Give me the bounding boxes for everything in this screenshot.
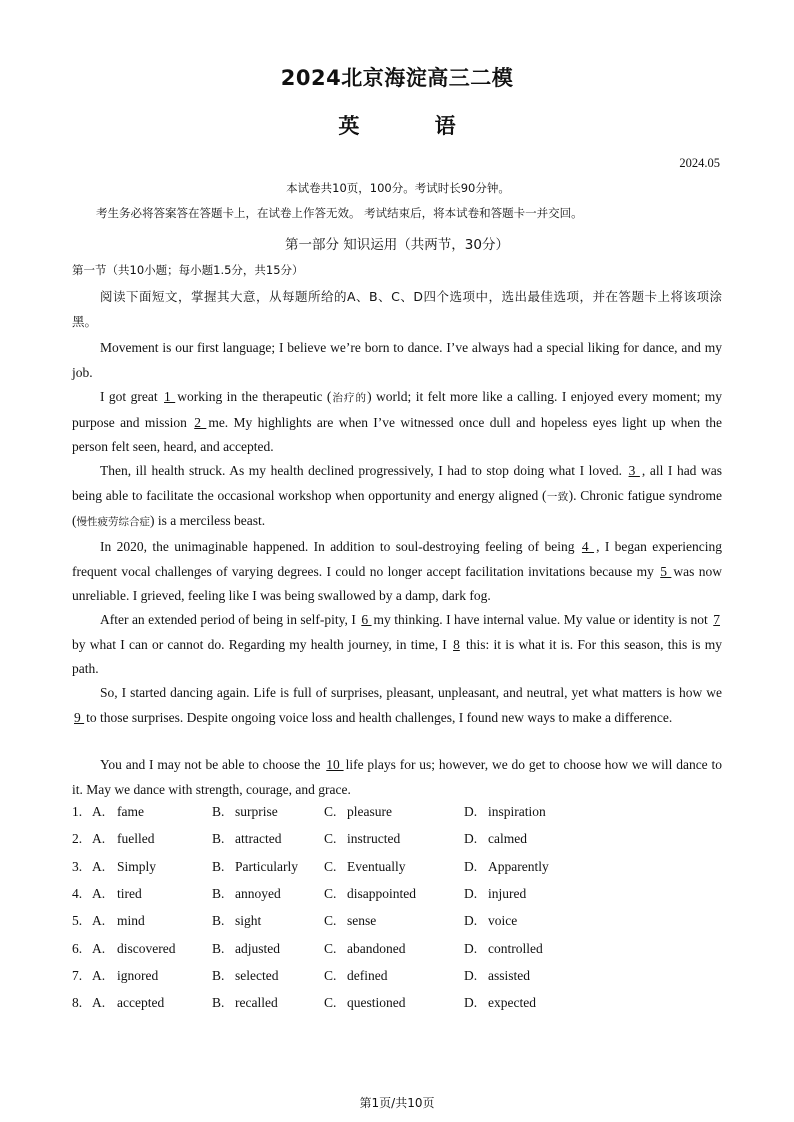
option-text-c: questioned xyxy=(347,995,406,1011)
option-letter-b: B. xyxy=(212,995,225,1011)
question-number: 7. xyxy=(72,967,83,983)
blank-1: 1 xyxy=(164,389,176,404)
question-row xyxy=(72,804,722,826)
p5-text-c: by what I can or cannot do. Regarding my health journey, in time, I xyxy=(72,636,452,652)
paragraph-6 xyxy=(72,681,722,730)
annotation-aligned: 一致 xyxy=(546,490,569,503)
option-text-a: fame xyxy=(117,804,144,819)
option-text-b: surprise xyxy=(235,804,278,819)
option-text-d: controlled xyxy=(488,940,543,956)
option-letter-c: C. xyxy=(324,858,337,874)
instruction-line-1: 本试卷共10页，100分。考试时长90分钟。 xyxy=(286,181,510,195)
p5-text-d: this: it is what it is. For this season, this is my path. xyxy=(72,636,722,676)
option-text-c: pleasure xyxy=(347,804,392,819)
p6-text-a: So, I started dancing again. Life is full of surprises, pleasant, unpleasant, and neutral, yet what matters is how we xyxy=(100,685,722,700)
section-one-heading: 第一节（共10小题；每小题1.5分，共15分） xyxy=(72,263,304,277)
option-text-c: abandoned xyxy=(347,940,406,956)
option-text-a: mind xyxy=(117,913,145,929)
blank-8: 8 xyxy=(453,636,460,652)
p3-text-a: Then, ill health struck. As my health declined progressively, I had to stop doing what I loved. xyxy=(100,463,627,478)
option-text-b: selected xyxy=(235,967,279,983)
option-letter-d: D. xyxy=(464,995,478,1011)
option-text-a: tired xyxy=(117,885,142,901)
p2-text-c: ) world; it felt more like a calling. I enjoyed every moment; my purpose and mission xyxy=(72,389,723,430)
exam-title: 2024北京海淀高三二模 xyxy=(280,66,514,90)
blank-6: 6 xyxy=(361,612,372,627)
question-number: 4. xyxy=(72,885,83,901)
question-row xyxy=(72,886,722,908)
option-letter-d: D. xyxy=(464,885,478,901)
paragraph-2 xyxy=(72,385,722,460)
option-text-a: accepted xyxy=(117,995,165,1011)
paragraph-1 xyxy=(72,336,722,385)
option-text-d: assisted xyxy=(488,967,530,983)
option-letter-c: C. xyxy=(324,913,337,929)
blank-7: 7 xyxy=(713,612,720,627)
option-text-b: sight xyxy=(235,913,262,929)
page-number: 第1页/共10页 xyxy=(359,1096,435,1110)
option-text-d: injured xyxy=(488,885,527,901)
option-letter-d: D. xyxy=(464,804,478,819)
question-row xyxy=(72,831,722,853)
p2-text-b: working in the therapeutic ( xyxy=(177,389,332,404)
blank-3: 3 xyxy=(628,463,640,478)
option-letter-d: D. xyxy=(464,967,478,983)
p3-text-c: ). Chronic fatigue syndrome ( xyxy=(72,487,723,528)
p6-text-b: to those surprises. Despite ongoing voice loss and health challenges, I found new ways to make a difference. xyxy=(86,709,673,725)
option-letter-c: C. xyxy=(324,831,337,847)
question-number: 8. xyxy=(72,995,83,1011)
paragraph-4 xyxy=(72,535,722,609)
option-letter-a: A. xyxy=(92,831,106,847)
option-text-d: voice xyxy=(488,913,518,929)
option-text-b: recalled xyxy=(235,995,278,1011)
option-letter-d: D. xyxy=(464,858,478,874)
option-letter-b: B. xyxy=(212,967,225,983)
question-row xyxy=(72,913,722,935)
option-letter-a: A. xyxy=(92,995,106,1011)
blank-10: 10 xyxy=(326,757,344,772)
option-letter-c: C. xyxy=(324,804,337,819)
option-text-d: Apparently xyxy=(488,858,549,874)
question-number: 1. xyxy=(72,804,83,819)
p4-text-c: was now unreliable. I grieved, feeling like I was being swallowed by a damp, dark fog. xyxy=(72,563,722,603)
option-letter-d: D. xyxy=(464,831,478,847)
part-one-title: 第一部分 知识运用（共两节，30分） xyxy=(285,237,509,253)
option-letter-c: C. xyxy=(324,940,337,956)
option-letter-c: C. xyxy=(324,995,337,1011)
paragraph-3 xyxy=(72,459,722,535)
option-text-d: calmed xyxy=(488,831,527,847)
option-letter-d: D. xyxy=(464,940,478,956)
p2-text-d: me. My highlights are when I’ve witnessed once dull and hopeless eyes light up when the person felt seen, heard, and accepted. xyxy=(72,414,722,454)
annotation-cfs: 慢性疲劳综合症 xyxy=(76,516,150,528)
option-text-c: instructed xyxy=(347,831,401,847)
option-text-d: inspiration xyxy=(488,804,546,819)
blank-9: 9 xyxy=(74,709,85,725)
question-row xyxy=(72,995,722,1017)
instruction-line-2: 考生务必将答案答在答题卡上，在试卷上作答无效。 考试结束后，将本试卷和答题卡一并交回。 xyxy=(96,206,583,220)
p4-text-a: In 2020, the unimaginable happened. In addition to soul-destroying feeling of being xyxy=(100,539,580,554)
p3-text-b: , all I had was being able to facilitate the occasional workshop when opportunity and energy aligned ( xyxy=(72,463,722,503)
paragraph-5 xyxy=(72,608,722,682)
option-letter-b: B. xyxy=(212,831,225,847)
question-row xyxy=(72,941,722,963)
option-text-c: Eventually xyxy=(347,858,406,874)
p2-text-a: I got great xyxy=(100,389,163,404)
option-text-b: annoyed xyxy=(235,885,281,901)
option-letter-b: B. xyxy=(212,858,225,874)
question-row xyxy=(72,859,722,881)
option-letter-d: D. xyxy=(464,913,478,929)
question-number: 2. xyxy=(72,831,83,847)
option-letter-a: A. xyxy=(92,967,106,983)
option-text-a: fuelled xyxy=(117,831,155,847)
option-letter-a: A. xyxy=(92,885,106,901)
p7-text-a: You and I may not be able to choose the xyxy=(100,757,325,772)
question-number: 3. xyxy=(72,858,83,874)
option-text-a: discovered xyxy=(117,940,176,956)
option-letter-a: A. xyxy=(92,804,106,819)
paragraph-7 xyxy=(72,753,722,802)
exam-date: 2024.05 xyxy=(679,156,720,170)
option-text-a: ignored xyxy=(117,967,159,983)
question-row xyxy=(72,968,722,990)
option-text-a: Simply xyxy=(117,858,157,874)
option-text-b: Particularly xyxy=(235,858,298,874)
p5-text-a: After an extended period of being in self-pity, I xyxy=(100,612,360,627)
option-letter-b: B. xyxy=(212,913,225,929)
option-text-b: attracted xyxy=(235,831,282,847)
option-text-b: adjusted xyxy=(235,940,280,956)
option-letter-a: A. xyxy=(92,858,106,874)
option-text-c: sense xyxy=(347,913,377,929)
option-letter-b: B. xyxy=(212,804,225,819)
paragraph-1-text: Movement is our first language; I believe we’re born to dance. I’ve always had a special liking for dance, and my job. xyxy=(72,340,722,380)
question-number: 6. xyxy=(72,940,83,956)
annotation-therapeutic: 治疗的 xyxy=(331,392,368,404)
option-letter-b: B. xyxy=(212,885,225,901)
subject-title: 英 语 xyxy=(338,114,490,138)
question-number: 5. xyxy=(72,913,83,929)
p5-text-b: my thinking. I have internal value. My value or identity is not xyxy=(373,612,712,627)
option-text-d: expected xyxy=(488,995,536,1011)
blank-4: 4 xyxy=(581,539,595,554)
option-letter-b: B. xyxy=(212,940,225,956)
p3-text-d: ) is a merciless beast. xyxy=(150,513,266,528)
option-letter-a: A. xyxy=(92,913,106,929)
option-text-c: defined xyxy=(347,967,388,983)
option-text-c: disappointed xyxy=(347,885,416,901)
p7-text-b: life plays for us; however, we do get to choose how we will dance to it. May we dance with strength, courage, and grace. xyxy=(72,757,722,797)
directions: 阅读下面短文，掌握其大意，从每题所给的A、B、C、D四个选项中，选出最佳选项，并在答题卡上将该项涂黑。 xyxy=(72,289,722,329)
option-letter-c: C. xyxy=(324,967,337,983)
blank-5: 5 xyxy=(660,563,672,579)
option-letter-c: C. xyxy=(324,885,337,901)
blank-2: 2 xyxy=(194,414,207,430)
option-letter-a: A. xyxy=(92,940,106,956)
p4-text-b: , I began experiencing frequent vocal challenges of varying degrees. I could no longer accept facilitation invitations because my xyxy=(72,539,723,579)
